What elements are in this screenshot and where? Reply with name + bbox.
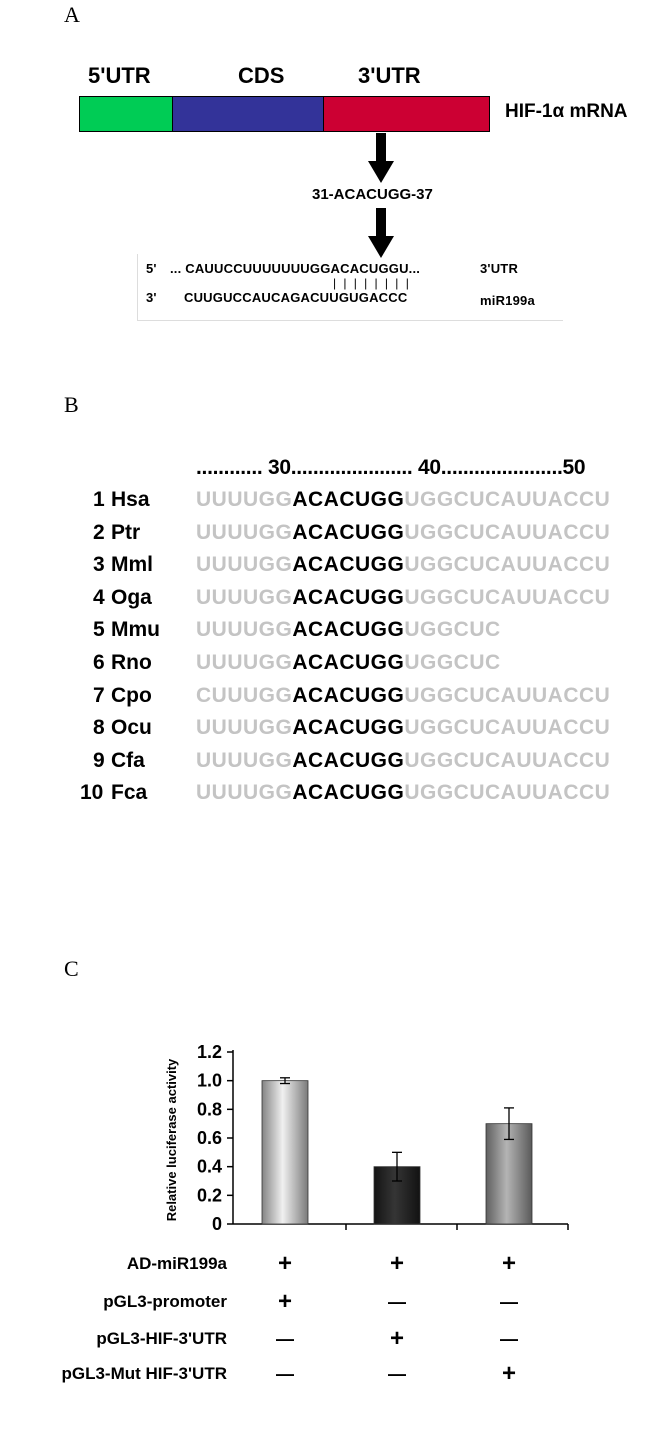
plus-sign: + [389,1250,404,1277]
species-label: Ocu [111,716,152,740]
row-number: 8 [93,716,105,740]
condition-label: pGL3-promoter [103,1292,227,1311]
condition-label: pGL3-HIF-3'UTR [96,1329,227,1348]
sequence-flank-left: UUUUGG [196,781,293,805]
sequence-flank-left: UUUUGG [196,585,293,609]
utr-prefix: 5' [146,261,157,276]
species-label: Rno [111,651,152,674]
sequence-seed-site: ACACUGG [292,651,405,674]
sequence-flank-left: CUUUGG [196,683,293,707]
minus-sign: — [276,1364,294,1384]
sequence-seed-site: ACACUGG [292,781,405,805]
minus-sign: — [388,1364,406,1384]
y-tick-label: 0 [211,1214,222,1234]
sequence-seed-site: ACACUGG [292,748,405,772]
panel-b-label: B [64,392,79,417]
y-tick-label: 1.0 [196,1070,222,1091]
row-number: 2 [93,520,105,544]
sequence-flank-right: UGGCUCAUUACCU [404,553,611,577]
panel-a-label: A [64,2,80,27]
y-tick-label: 0.4 [196,1156,222,1177]
sequence-flank-left: UUUUGG [196,651,293,674]
species-label: Mmu [111,618,160,642]
species-label: Oga [111,585,152,609]
sequence-flank-right: UGGCUCAUUACCU [404,520,611,544]
panel-c-label: C [64,956,79,981]
mir-sequence: CUUGUCCAUCAGACUUGUGACCC [184,290,408,305]
pairing-lines: | | | | | | | | [333,276,410,290]
sequence-seed-site: ACACUGG [292,716,405,740]
sequence-seed-site: ACACUGG [292,683,405,707]
segment-label-3utr: 3'UTR [358,63,421,88]
plus-sign: + [501,1360,516,1387]
minus-sign: — [388,1292,406,1312]
plus-sign: + [277,1288,292,1315]
sequence-flank-left: UUUUGG [196,553,293,577]
mrna-label: HIF-1α mRNA [505,101,628,122]
row-number: 4 [93,585,105,609]
sequence-flank-left: UUUUGG [196,618,293,642]
sequence-flank-right: UGGCUCAUUACCU [404,683,611,707]
minus-sign: — [500,1329,518,1349]
sequence-seed-site: ACACUGG [292,618,405,642]
row-number: 6 [93,651,105,674]
y-tick-label: 1.2 [196,1042,222,1062]
plus-sign: + [277,1250,292,1277]
segment-label-cds: CDS [238,63,285,88]
row-number: 1 [93,488,105,511]
sequence-seed-site: ACACUGG [292,520,405,544]
sequence-flank-left: UUUUGG [196,716,293,740]
row-number: 3 [93,553,105,577]
condition-label: AD-miR199a [126,1254,227,1273]
sequence-flank-right: UGGCUC [404,651,501,674]
sequence-flank-right: UGGCUCAUUACCU [404,585,611,609]
sequence-flank-right: UGGCUCAUUACCU [404,781,611,805]
sequence-flank-left: UUUUGG [196,520,293,544]
y-tick-label: 0.2 [196,1185,222,1206]
segment-label-5utr: 5'UTR [88,63,151,88]
species-label: Mml [111,553,153,577]
mir-name: miR199a [480,293,535,308]
species-label: Fca [111,781,148,805]
site-label: 31-ACACUGG-37 [312,186,433,203]
y-axis-label: Relative luciferase activity [164,1058,179,1222]
row-number: 9 [93,748,105,772]
condition-label: pGL3-Mut HIF-3'UTR [61,1364,227,1383]
plus-sign: + [389,1325,404,1352]
sequence-seed-site: ACACUGG [292,488,405,511]
species-label: Ptr [111,520,141,544]
sequence-flank-left: UUUUGG [196,488,293,511]
sequence-flank-right: UGGCUCAUUACCU [404,716,611,740]
row-number: 10 [80,781,104,805]
sequence-seed-site: ACACUGG [292,585,405,609]
sequence-flank-right: UGGCUCAUUACCU [404,748,611,772]
utr-sequence: ... CAUUCCUUUUUUUGGACACUGGU... [170,261,421,276]
sequence-flank-right: UGGCUC [404,618,501,642]
row-number: 5 [93,618,105,642]
y-tick-label: 0.8 [196,1099,222,1120]
sequence-flank-right: UGGCUCAUUACCU [404,488,611,511]
minus-sign: — [276,1329,294,1349]
utr-name: 3'UTR [480,261,519,276]
species-label: Hsa [111,488,150,511]
plus-sign: + [501,1250,516,1277]
row-number: 7 [93,683,105,707]
position-ruler: ............ 30...................... 40......................50 [196,456,586,479]
mir-prefix: 3' [146,290,157,305]
bar [262,1081,308,1224]
sequence-seed-site: ACACUGG [292,553,405,577]
sequence-flank-left: UUUUGG [196,748,293,772]
minus-sign: — [500,1292,518,1312]
y-tick-label: 0.6 [196,1128,222,1148]
species-label: Cpo [111,683,152,707]
species-label: Cfa [111,748,145,772]
